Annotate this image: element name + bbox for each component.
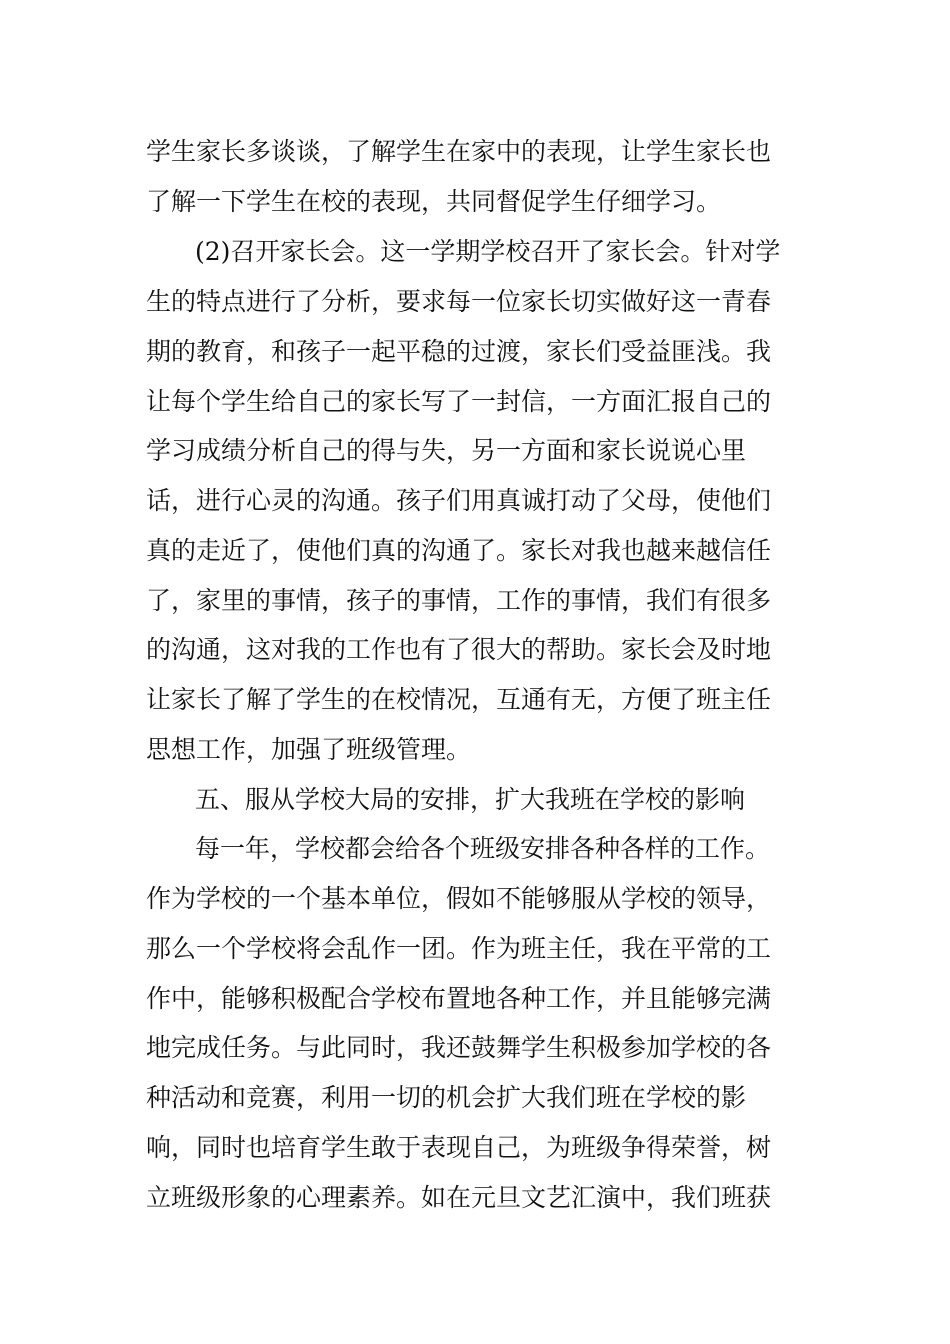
text-line: 生的特点进行了分析，要求每一位家长切实做好这一青春 xyxy=(146,287,772,316)
section-heading: 五、服从学校大局的安排，扩大我班在学校的影响 xyxy=(195,785,746,814)
text-line: 让每个学生给自己的家长写了一封信，一方面汇报自己的 xyxy=(146,387,772,416)
text-line: 那么一个学校将会乱作一团。作为班主任，我在平常的工 xyxy=(146,934,772,963)
text-line: 期的教育，和孩子一起平稳的过渡，家长们受益匪浅。我 xyxy=(146,337,772,366)
text-line: 立班级形象的心理素养。如在元旦文艺汇演中，我们班获 xyxy=(146,1183,772,1212)
text-line: 地完成任务。与此同时，我还鼓舞学生积极参加学校的各 xyxy=(146,1033,772,1062)
text-line: 了解一下学生在校的表现，共同督促学生仔细学习。 xyxy=(146,187,722,216)
text-line: 的沟通，这对我的工作也有了很大的帮助。家长会及时地 xyxy=(146,635,772,664)
text-line: (2)召开家长会。这一学期学校召开了家长会。针对学 xyxy=(195,237,781,266)
text-line: 真的走近了，使他们真的沟通了。家长对我也越来越信任 xyxy=(146,536,772,565)
text-line: 作为学校的一个基本单位，假如不能够服从学校的领导， xyxy=(146,884,772,913)
text-line: 话，进行心灵的沟通。孩子们用真诚打动了父母，使他们 xyxy=(146,486,772,515)
text-line: 学生家长多谈谈，了解学生在家中的表现，让学生家长也 xyxy=(146,137,772,166)
text-line: 了，家里的事情，孩子的事情，工作的事情，我们有很多 xyxy=(146,586,772,615)
text-line: 让家长了解了学生的在校情况，互通有无，方便了班主任 xyxy=(146,685,772,714)
text-line: 学习成绩分析自己的得与失，另一方面和家长说说心里 xyxy=(146,436,747,465)
text-line: 作中，能够积极配合学校布置地各种工作，并且能够完满 xyxy=(146,984,772,1013)
text-line: 响，同时也培育学生敢于表现自己，为班级争得荣誉，树 xyxy=(146,1133,772,1162)
text-line: 种活动和竞赛，利用一切的机会扩大我们班在学校的影 xyxy=(146,1083,747,1112)
text-line: 思想工作，加强了班级管理。 xyxy=(146,735,472,764)
text-line: 每一年，学校都会给各个班级安排各种各样的工作。 xyxy=(195,834,771,863)
